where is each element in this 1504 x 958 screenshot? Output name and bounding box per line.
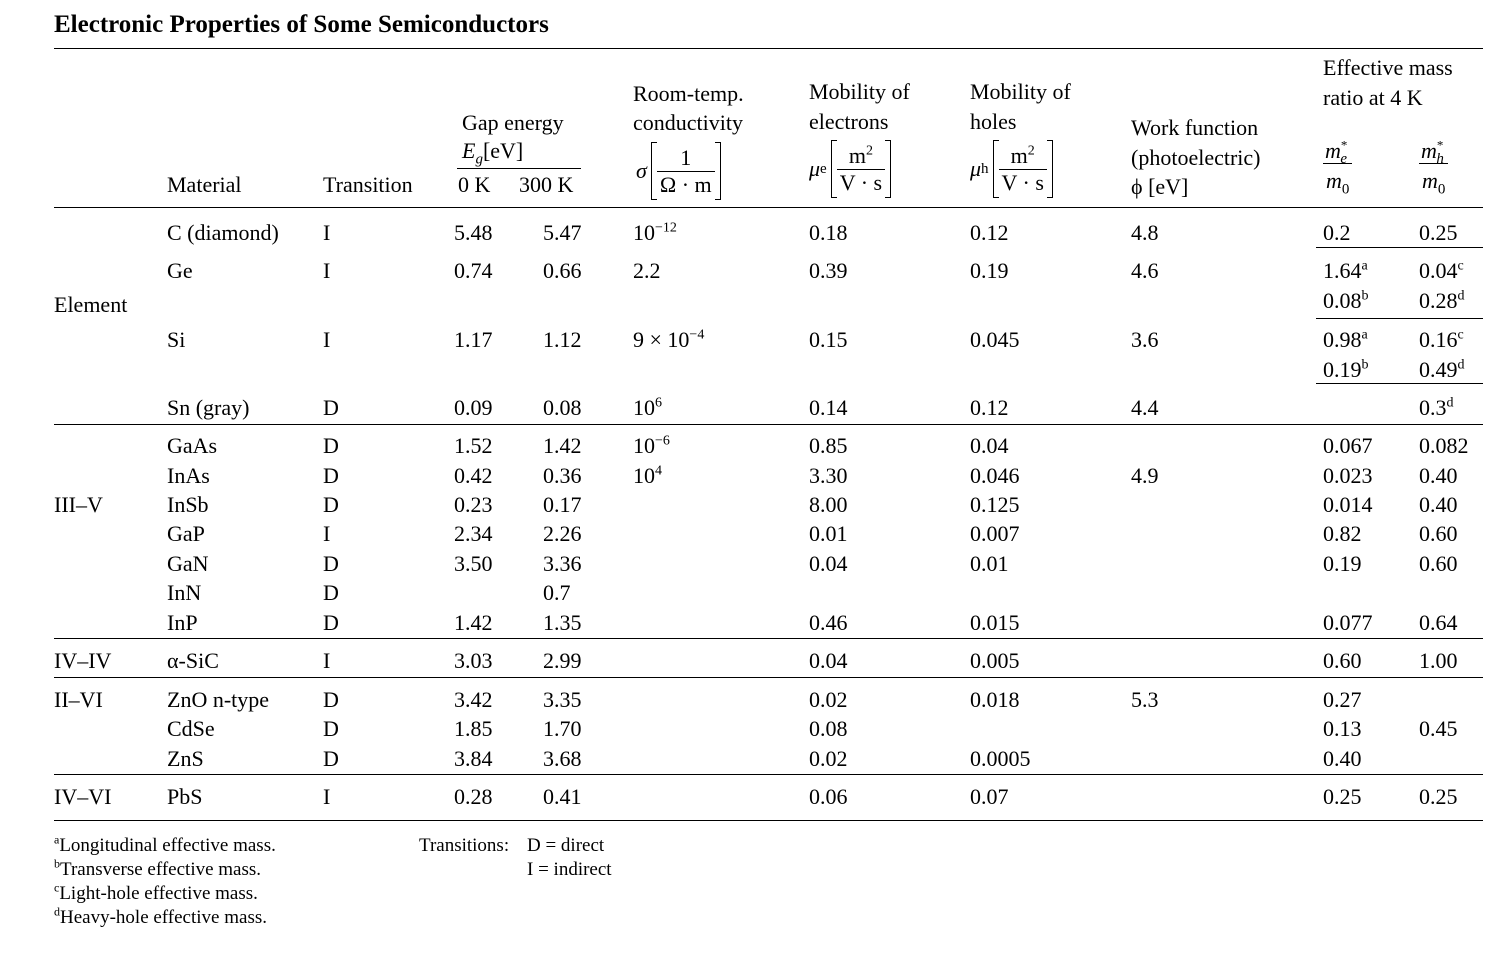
cell-conductivity: $10^6$ <box>633 395 662 420</box>
header-wf-line3: ϕ [eV] <box>1131 174 1189 199</box>
header-gap-0k: 0 K <box>458 172 491 197</box>
cell-mobility-electrons: 0.01 <box>809 521 848 546</box>
cell-gap-300k: 5.47 <box>543 220 582 245</box>
cell-effective-mass-h: 1.00 <box>1419 648 1458 673</box>
cell-material: GaP <box>167 521 205 546</box>
cell-gap-300k: 0.17 <box>543 492 582 517</box>
group-iv-iv: IV–IV <box>54 648 112 673</box>
cell-gap-300k: 2.26 <box>543 521 582 546</box>
cell-conductivity: $9 \times 10^{-4}$ <box>633 327 705 352</box>
cell-mobility-holes: 0.007 <box>970 521 1020 546</box>
cell-effective-mass-e: 1.64$^a$ <box>1323 258 1368 283</box>
cell-gap-300k: 1.70 <box>543 716 582 741</box>
cell-effective-mass-e: 0.023 <box>1323 463 1373 488</box>
cell-gap-0k: 1.17 <box>454 327 493 352</box>
cell-effective-mass-e: 0.067 <box>1323 433 1373 458</box>
header-mobe-line1: Mobility of <box>809 79 910 104</box>
cell-mobility-electrons: 0.85 <box>809 433 848 458</box>
footnote-item: $^d$Heavy-hole effective mass. <box>54 904 267 928</box>
rule-em-si <box>1316 383 1483 384</box>
cell-gap-0k: 2.34 <box>454 521 493 546</box>
cell-gap-300k: 0.66 <box>543 258 582 283</box>
header-material: Material <box>167 172 242 197</box>
cell-transition: D <box>323 580 339 605</box>
transitions-indirect: I = indirect <box>527 859 612 880</box>
group-iii-v: III–V <box>54 492 103 517</box>
group-element: Element <box>54 292 128 317</box>
cell-effective-mass-e: 0.13 <box>1323 716 1362 741</box>
cell-conductivity: 2.2 <box>633 258 661 283</box>
cell-mobility-holes: 0.07 <box>970 784 1009 809</box>
cell-transition: D <box>323 716 339 741</box>
footnote-item: $^b$Transverse effective mass. <box>54 856 262 880</box>
cell-mobility-electrons: 0.06 <box>809 784 848 809</box>
cell-gap-0k: 3.42 <box>454 687 493 712</box>
cell-effective-mass-h: 0.082 <box>1419 433 1469 458</box>
rule-element-bottom <box>54 424 1483 425</box>
group-iv-vi: IV–VI <box>54 784 112 809</box>
rule-header-bottom <box>54 207 1483 208</box>
cell-gap-300k: 0.41 <box>543 784 582 809</box>
cell-conductivity: $10^4$ <box>633 463 662 488</box>
footnote-item: $^a$Longitudinal effective mass. <box>54 832 276 856</box>
header-cond-line1: Room-temp. <box>633 81 744 106</box>
cell-mobility-electrons: 0.02 <box>809 746 848 771</box>
cell-transition: D <box>323 463 339 488</box>
cell-effective-mass-e: 0.40 <box>1323 746 1362 771</box>
header-mobh-unit: μ h $\frac{m^2}{V \cdot s}$ <box>970 140 1053 198</box>
cell-effective-mass-h: 0.40 <box>1419 492 1458 517</box>
rule-iviv-bottom <box>54 677 1483 678</box>
header-gap-300k: 300 K <box>519 172 574 197</box>
header-cond-unit: σ $\frac{1}{\Omega \cdot m}$ <box>636 142 721 200</box>
header-transition: Transition <box>323 172 413 197</box>
cell-effective-mass-h: 0.04$^c$ <box>1419 258 1464 283</box>
cell-material: GaAs <box>167 433 218 458</box>
cell-mobility-holes: 0.12 <box>970 395 1009 420</box>
cell-transition: I <box>323 327 331 352</box>
cell-gap-0k: 3.03 <box>454 648 493 673</box>
cell-effective-mass-e: 0.19 <box>1323 551 1362 576</box>
cell-material: InSb <box>167 492 209 517</box>
cell-mobility-holes: 0.018 <box>970 687 1020 712</box>
cell-gap-0k: 1.42 <box>454 610 493 635</box>
cell-effective-mass-e: 0.2 <box>1323 220 1351 245</box>
cell-gap-300k: 3.36 <box>543 551 582 576</box>
cell-transition: I <box>323 258 331 283</box>
cell-effective-mass-e: 0.014 <box>1323 492 1373 517</box>
transitions-label: Transitions: <box>419 835 510 856</box>
cell-gap-0k: 3.84 <box>454 746 493 771</box>
cell-mobility-holes: 0.045 <box>970 327 1020 352</box>
cell-material: InAs <box>167 463 210 488</box>
cell-mobility-electrons: 8.00 <box>809 492 848 517</box>
cell-mobility-electrons: 0.08 <box>809 716 848 741</box>
cell-material: Si <box>167 327 186 352</box>
cell-gap-300k: 2.99 <box>543 648 582 673</box>
cell-effective-mass-e: 0.27 <box>1323 687 1362 712</box>
cell-gap-300k: 1.35 <box>543 610 582 635</box>
cell-material: α-SiC <box>167 648 219 673</box>
cell-effective-mass-h: 0.60 <box>1419 521 1458 546</box>
page-title: Electronic Properties of Some Semiconductors <box>54 11 549 38</box>
cell-effective-mass-e: 0.98$^a$ <box>1323 327 1368 352</box>
cell-gap-300k: 1.42 <box>543 433 582 458</box>
header-mobh-line1: Mobility of <box>970 79 1071 104</box>
cell-work-function: 4.6 <box>1131 258 1159 283</box>
cell-material: ZnS <box>167 746 204 771</box>
rule-table-bottom <box>54 820 1483 821</box>
cell-transition: D <box>323 551 339 576</box>
cell-conductivity: $10^{-12}$ <box>633 220 677 245</box>
cell-effective-mass-e: 0.25 <box>1323 784 1362 809</box>
header-gap-line1: Gap energy <box>462 110 564 135</box>
cell-effective-mass-h: 0.64 <box>1419 610 1458 635</box>
header-em-line1: Effective mass <box>1323 55 1453 80</box>
header-mobe-unit: μ e $\frac{m^2}{V \cdot s}$ <box>809 140 891 198</box>
cell-transition: I <box>323 220 331 245</box>
cell-gap-0k: 0.09 <box>454 395 493 420</box>
cell-gap-300k: 3.35 <box>543 687 582 712</box>
cell-gap-0k: 3.50 <box>454 551 493 576</box>
transitions-direct: D = direct <box>527 835 605 856</box>
rule-em-c <box>1316 247 1483 248</box>
cell-material: InP <box>167 610 198 635</box>
cell-work-function: 4.8 <box>1131 220 1159 245</box>
rule-iivi-bottom <box>54 774 1483 775</box>
header-em-mh: $\frac{m^*_h}{m_0}$ <box>1419 140 1448 192</box>
cell-material: ZnO n-type <box>167 687 270 712</box>
cell-gap-0k: 1.85 <box>454 716 493 741</box>
cell-gap-0k: 1.52 <box>454 433 493 458</box>
cell-effective-mass-h: 0.25 <box>1419 220 1458 245</box>
cell-gap-0k: 5.48 <box>454 220 493 245</box>
cell-effective-mass-h: 0.16$^c$ <box>1419 327 1464 352</box>
cell-effective-mass-e-2: 0.08$^b$ <box>1323 288 1369 313</box>
cell-work-function: 4.4 <box>1131 395 1159 420</box>
header-em-line2: ratio at 4 K <box>1323 85 1423 110</box>
cell-mobility-holes: 0.015 <box>970 610 1020 635</box>
cell-mobility-electrons: 0.14 <box>809 395 848 420</box>
cell-conductivity: $10^{-6}$ <box>633 433 670 458</box>
header-cond-line2: conductivity <box>633 110 743 135</box>
header-wf-line2: (photoelectric) <box>1131 145 1261 170</box>
header-mobe-line2: electrons <box>809 109 889 134</box>
cell-transition: D <box>323 687 339 712</box>
cell-transition: D <box>323 433 339 458</box>
cell-mobility-holes: 0.0005 <box>970 746 1031 771</box>
cell-effective-mass-e: 0.077 <box>1323 610 1373 635</box>
cell-material: GaN <box>167 551 209 576</box>
cell-mobility-holes: 0.005 <box>970 648 1020 673</box>
rule-iiiv-bottom <box>54 638 1483 639</box>
cell-transition: D <box>323 492 339 517</box>
cell-mobility-electrons: 0.18 <box>809 220 848 245</box>
header-mobh-line2: holes <box>970 109 1017 134</box>
footnote-item: $^c$Light-hole effective mass. <box>54 880 258 904</box>
cell-gap-300k: 0.7 <box>543 580 571 605</box>
cell-effective-mass-e: 0.60 <box>1323 648 1362 673</box>
header-em-me: $\frac{m^*_e}{m_0}$ <box>1323 140 1352 192</box>
cell-mobility-electrons: 0.04 <box>809 648 848 673</box>
cell-mobility-holes: 0.125 <box>970 492 1020 517</box>
cell-material: Ge <box>167 258 193 283</box>
rule-em-ge <box>1316 318 1483 319</box>
cell-effective-mass-h: 0.40 <box>1419 463 1458 488</box>
cell-mobility-electrons: 0.15 <box>809 327 848 352</box>
cell-effective-mass-h: 0.3$^d$ <box>1419 395 1454 420</box>
cell-effective-mass-e: 0.82 <box>1323 521 1362 546</box>
cell-mobility-electrons: 0.04 <box>809 551 848 576</box>
cell-mobility-holes: 0.12 <box>970 220 1009 245</box>
rule-top <box>54 48 1483 49</box>
cell-transition: I <box>323 521 331 546</box>
cell-transition: I <box>323 648 331 673</box>
cell-mobility-holes: 0.046 <box>970 463 1020 488</box>
group-ii-vi: II–VI <box>54 687 103 712</box>
cell-transition: D <box>323 610 339 635</box>
cell-gap-300k: 0.36 <box>543 463 582 488</box>
cell-effective-mass-e-2: 0.19$^b$ <box>1323 357 1369 382</box>
cell-effective-mass-h-2: 0.49$^d$ <box>1419 357 1465 382</box>
cell-mobility-holes: 0.01 <box>970 551 1009 576</box>
cell-gap-0k: 0.74 <box>454 258 493 283</box>
rule-gap-energy <box>457 168 581 169</box>
cell-work-function: 5.3 <box>1131 687 1159 712</box>
cell-gap-0k: 0.42 <box>454 463 493 488</box>
cell-gap-300k: 0.08 <box>543 395 582 420</box>
header-gap-symbol: $E_g[eV]$ <box>462 138 524 168</box>
cell-mobility-holes: 0.19 <box>970 258 1009 283</box>
cell-mobility-holes: 0.04 <box>970 433 1009 458</box>
cell-mobility-electrons: 0.02 <box>809 687 848 712</box>
cell-effective-mass-h-2: 0.28$^d$ <box>1419 288 1465 313</box>
cell-material: Sn (gray) <box>167 395 250 420</box>
cell-gap-300k: 3.68 <box>543 746 582 771</box>
cell-transition: D <box>323 746 339 771</box>
cell-work-function: 4.9 <box>1131 463 1159 488</box>
cell-effective-mass-h: 0.45 <box>1419 716 1458 741</box>
cell-material: PbS <box>167 784 203 809</box>
cell-mobility-electrons: 0.39 <box>809 258 848 283</box>
cell-mobility-electrons: 3.30 <box>809 463 848 488</box>
cell-material: C (diamond) <box>167 220 279 245</box>
cell-gap-0k: 0.28 <box>454 784 493 809</box>
cell-transition: D <box>323 395 339 420</box>
header-wf-line1: Work function <box>1131 115 1259 140</box>
cell-gap-0k: 0.23 <box>454 492 493 517</box>
cell-effective-mass-h: 0.60 <box>1419 551 1458 576</box>
cell-mobility-electrons: 0.46 <box>809 610 848 635</box>
cell-material: InN <box>167 580 202 605</box>
cell-transition: I <box>323 784 331 809</box>
cell-material: CdSe <box>167 716 215 741</box>
cell-work-function: 3.6 <box>1131 327 1159 352</box>
cell-effective-mass-h: 0.25 <box>1419 784 1458 809</box>
cell-gap-300k: 1.12 <box>543 327 582 352</box>
